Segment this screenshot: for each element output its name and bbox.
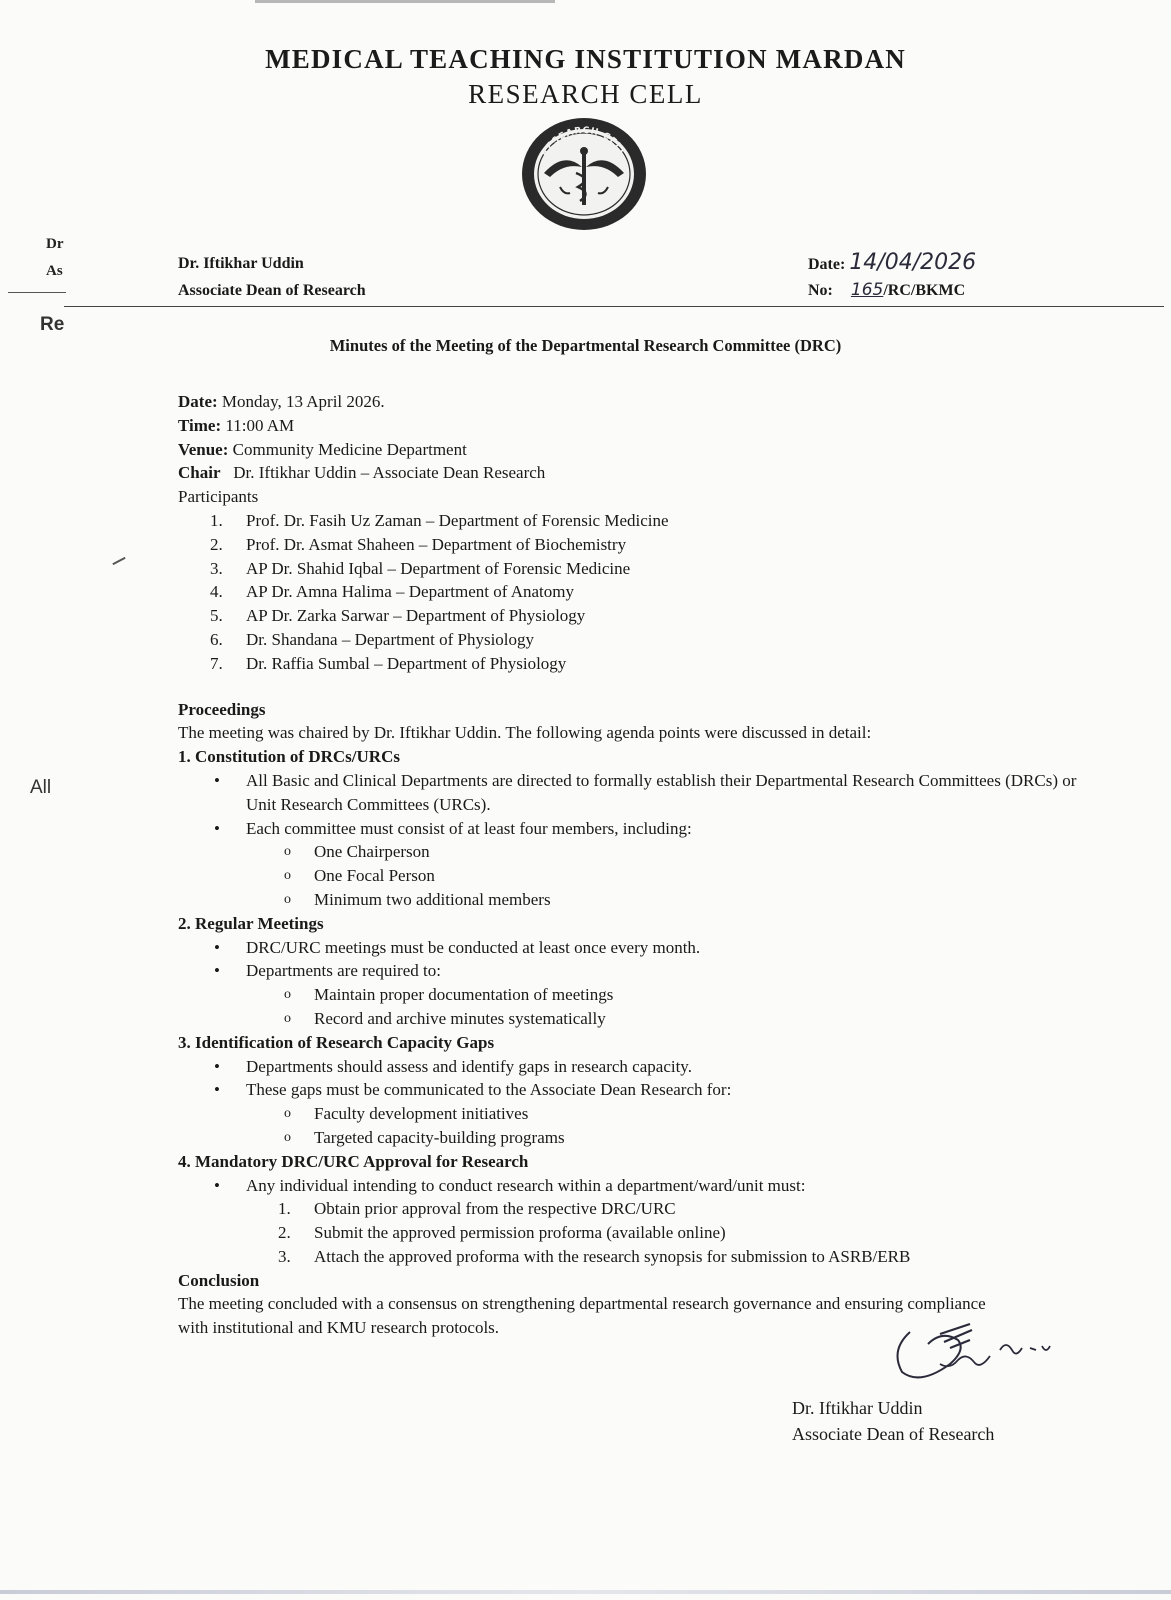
margin-rule — [8, 292, 66, 293]
scan-edge-bottom — [0, 1590, 1171, 1594]
list-item: o One Chairperson — [178, 840, 1078, 864]
list-item: • Any individual intending to conduct research within a department/ward/unit must: — [178, 1174, 1078, 1198]
proceedings-heading: Proceedings — [178, 699, 266, 719]
document-body — [178, 390, 1078, 1340]
list-item: o One Focal Person — [178, 864, 1078, 888]
sub-list — [178, 1102, 1078, 1150]
letterhead-role: Associate Dean of Research — [178, 282, 366, 299]
institution-name: MEDICAL TEACHING INSTITUTION MARDAN — [265, 44, 906, 74]
proceedings-intro: The meeting was chaired by Dr. Iftikhar Uddin. The following agenda points were discussed in detail: — [178, 723, 872, 743]
participants-list — [178, 509, 1078, 676]
list-item: o Maintain proper documentation of meetings — [178, 983, 1078, 1007]
bullet-list — [178, 1174, 1078, 1198]
list-item: • DRC/URC meetings must be conducted at least once every month. — [178, 936, 1078, 960]
sub-list — [178, 983, 1078, 1031]
seal-ring-text: RESEARCH CELL — [539, 125, 629, 159]
meeting-time: Time: 11:00 AM — [178, 415, 295, 435]
list-item: 7. Dr. Raffia Sumbal – Department of Physiology — [210, 653, 567, 673]
letterhead-name: Dr. Iftikhar Uddin — [178, 255, 304, 272]
handwritten-ref-no: 165 — [850, 280, 884, 300]
list-item: 5. AP Dr. Zarka Sarwar – Department of Physiology — [210, 606, 586, 626]
margin-fragment: All — [30, 777, 52, 798]
list-item: 3. AP Dr. Shahid Iqbal – Department of Forensic Medicine — [210, 558, 631, 578]
section-heading: 3. Identification of Research Capacity Gaps — [178, 1032, 495, 1052]
list-item: • All Basic and Clinical Departments are directed to formally establish their Departmental Research Committees (DRCs) or Unit Research Committees (URCs). — [178, 769, 1078, 817]
section-heading: 2. Regular Meetings — [178, 913, 324, 933]
scan-edge-top — [255, 0, 555, 3]
list-item: • Each committee must consist of at least four members, including: — [178, 817, 1078, 841]
letterhead-date — [808, 250, 976, 275]
list-item: 2. Prof. Dr. Asmat Shaheen – Department of Biochemistry — [210, 534, 627, 554]
list-item: o Record and archive minutes systematically — [178, 1007, 1078, 1031]
participants-heading: Participants — [178, 487, 259, 507]
steps-list — [178, 1197, 1078, 1268]
list-item: • Departments should assess and identify gaps in research capacity. — [178, 1055, 1078, 1079]
list-item: o Faculty development initiatives — [178, 1102, 1078, 1126]
list-item: • These gaps must be communicated to the Associate Dean Research for: — [178, 1078, 1078, 1102]
list-item: 2. Submit the approved permission proforma (available online) — [278, 1223, 726, 1243]
margin-fragment: As — [46, 263, 63, 279]
bullet-list — [178, 769, 1078, 840]
ref-no-suffix: /RC/BKMC — [883, 282, 966, 299]
document-title: Minutes of the Meeting of the Departmental Research Committee (DRC) — [329, 336, 842, 355]
signatory-name: Dr. Iftikhar Uddin — [792, 1398, 923, 1418]
meeting-venue: Venue: Community Medicine Department — [178, 439, 467, 459]
section-heading: 1. Constitution of DRCs/URCs — [178, 747, 400, 767]
research-cell-seal-icon — [520, 115, 648, 233]
letterhead-ref-no — [808, 280, 965, 300]
meeting-date: Date: Monday, 13 April 2026. — [178, 392, 385, 411]
handwritten-date: 14/04/2026 — [849, 250, 977, 275]
margin-fragment: Dr — [46, 236, 64, 252]
list-item: 6. Dr. Shandana – Department of Physiology — [210, 629, 535, 649]
margin-fragment: Re — [40, 314, 65, 335]
list-item: • Departments are required to: — [178, 959, 1078, 983]
institution-unit: RESEARCH CELL — [468, 79, 703, 109]
list-item: o Targeted capacity-building programs — [178, 1126, 1078, 1150]
list-item: 4. AP Dr. Amna Halima – Department of Anatomy — [210, 582, 574, 602]
signatory-role: Associate Dean of Research — [792, 1424, 995, 1444]
list-item: 3. Attach the approved proforma with the research synopsis for submission to ASRB/ERB — [278, 1246, 911, 1266]
list-item: o Minimum two additional members — [178, 888, 1078, 912]
section-heading: 4. Mandatory DRC/URC Approval for Research — [178, 1151, 529, 1171]
bullet-list — [178, 936, 1078, 984]
pen-mark — [112, 557, 125, 565]
list-item: 1. Prof. Dr. Fasih Uz Zaman – Department of Forensic Medicine — [210, 510, 669, 530]
date-label: Date: — [808, 256, 846, 273]
signature-icon — [880, 1320, 1080, 1390]
conclusion-text: The meeting concluded with a consensus on strengthening departmental research governance and ensuring compliance with institutional and KMU research protocols. — [178, 1294, 986, 1338]
bullet-list — [178, 1055, 1078, 1103]
conclusion-heading: Conclusion — [178, 1270, 260, 1290]
meeting-chair: Chair Dr. Iftikhar Uddin – Associate Dean Research — [178, 463, 546, 483]
ref-no-label: No: — [808, 282, 833, 299]
header-divider — [64, 306, 1164, 307]
sub-list — [178, 840, 1078, 911]
list-item: 1. Obtain prior approval from the respective DRC/URC — [278, 1199, 676, 1219]
